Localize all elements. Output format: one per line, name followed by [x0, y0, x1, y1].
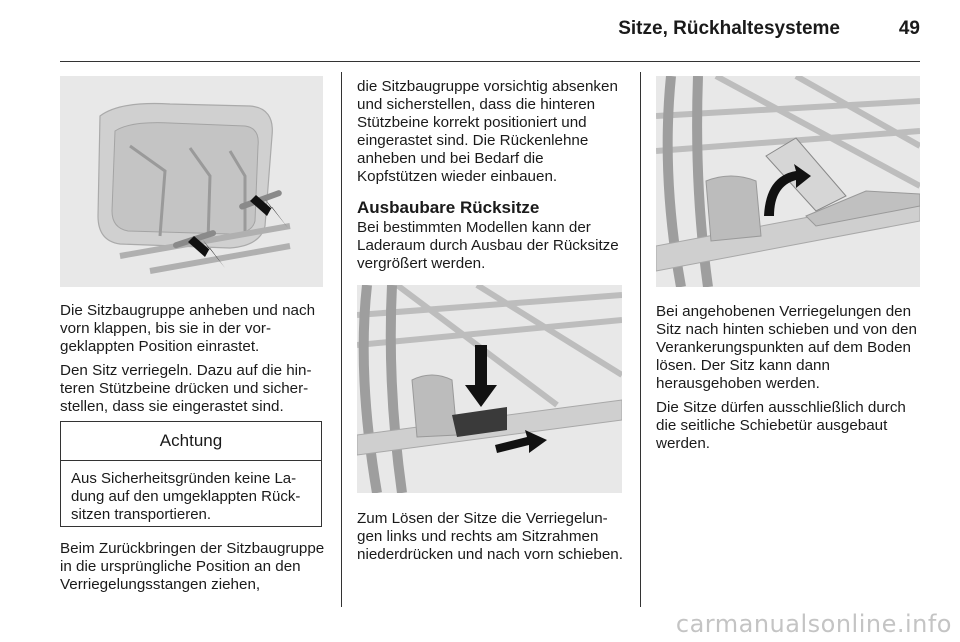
column-divider-1 — [341, 72, 342, 607]
column-1-text — [60, 302, 326, 422]
seat-latch-release-illustration — [357, 285, 622, 493]
paragraph: Bei angehobenen Verriegelungen den Sitz nach hinten schieben und von den Verankerungspunkten auf dem Boden lösen. Der Sitz kann dann herausgehoben werden. — [656, 303, 917, 392]
column-2-text — [357, 78, 625, 279]
column-1-after-warning — [60, 540, 335, 600]
warning-title: Achtung — [61, 422, 321, 461]
section-title: Sitze, Rückhaltesysteme — [618, 18, 840, 39]
paragraph: Die Sitzbaugruppe anheben und nach vorn klappen, bis sie in der vorgeklappten Position einrastet. — [60, 302, 316, 355]
warning-text: Aus Sicherheitsgründen keine Ladung auf den umgeklappten Rücksitzen transportieren. — [71, 470, 301, 523]
watermark: carmanualsonline.info — [675, 610, 952, 638]
column-3-text — [656, 303, 922, 459]
seat-anchor-removal-illustration — [656, 76, 920, 287]
page-number: 49 — [898, 18, 920, 39]
paragraph: Die Sitze dürfen ausschließlich durch die seitliche Schiebetür ausgebaut werden. — [656, 399, 906, 452]
warning-box — [60, 421, 322, 527]
column-2-caption — [357, 510, 625, 570]
paragraph: Den Sitz verriegeln. Dazu auf die hinteren Stützbeine drücken und sicherstellen, dass sie eingerastet sind. — [60, 362, 312, 415]
header-divider — [60, 61, 920, 62]
column-divider-2 — [640, 72, 641, 607]
paragraph: Bei bestimmten Modellen kann der Laderaum durch Ausbau der Rücksitze vergrößert werden. — [357, 219, 619, 272]
paragraph: die Sitzbaugruppe vorsichtig absenken und sicherstellen, dass die hinteren Stützbeine korrekt positioniert und eingerastet sind. Die Rückenlehne anheben und bei Bedarf die Kopfstützen wieder einbauen. — [357, 78, 618, 185]
subsection-heading: Ausbaubare Rücksitze — [357, 198, 540, 217]
folded-seat-illustration — [60, 76, 323, 287]
paragraph: Zum Lösen der Sitze die Verriegelungen links und rechts am Sitzrahmen niederdrücken und nach vorn schieben. — [357, 510, 623, 563]
paragraph: Beim Zurückbringen der Sitzbaugruppe in die ursprüngliche Position an den Verriegelungsstangen ziehen, — [60, 540, 325, 593]
page-header — [60, 18, 920, 54]
